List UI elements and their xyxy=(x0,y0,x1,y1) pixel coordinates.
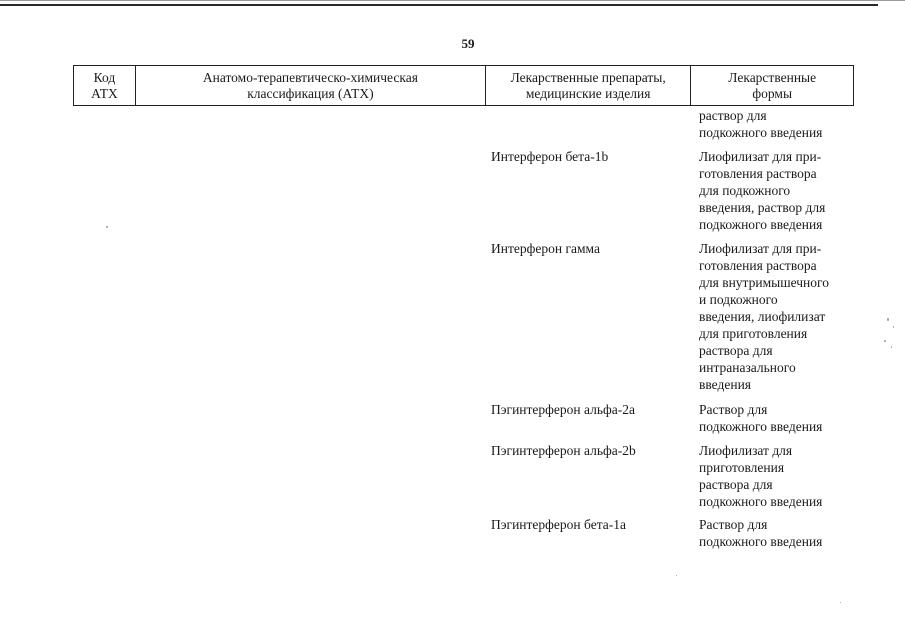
table-row-drug: Пэгинтерферон альфа-2b xyxy=(491,443,636,458)
table-header xyxy=(73,65,854,106)
table-row-drug: Интерферон бета-1b xyxy=(491,149,609,164)
header-dosage-forms: Лекарственные формы xyxy=(728,69,817,101)
table-row-forms: Раствор для подкожного введения xyxy=(699,402,823,434)
scan-speck xyxy=(106,226,108,228)
header-atx-classification: Анатомо-терапевтическо-химическая классификация (АТХ) xyxy=(136,66,486,105)
table-row-forms: Лиофилизат для при- готовления раствора для внутримышечного и подкожного введения, лиофилизат для приготовления раствора для интраназального введения xyxy=(699,241,829,392)
scan-speck xyxy=(893,326,894,328)
table-row-drug: Пэгинтерферон бета-1a xyxy=(491,517,626,532)
header-atx-code: Код АТХ xyxy=(74,66,136,105)
table-row-drug: Пэгинтерферон альфа-2a xyxy=(491,402,635,417)
scan-speck xyxy=(884,340,886,342)
scan-top-edge xyxy=(0,0,905,1)
table-row-forms: Лиофилизат для при- готовления раствора для подкожного введения, раствор для подкожного введения xyxy=(699,149,826,232)
scan-speck xyxy=(887,318,889,321)
scan-speck xyxy=(676,575,677,576)
table-row-forms: Лиофилизат для приготовления раствора для подкожного введения xyxy=(699,443,823,509)
page-top-rule xyxy=(0,4,878,6)
table-row-forms: раствор для подкожного введения xyxy=(699,108,823,140)
scan-speck xyxy=(840,602,841,603)
page-number: 59 xyxy=(461,36,475,51)
header-drugs: Лекарственные препараты, медицинские изделия xyxy=(486,66,691,105)
table-row-forms: Раствор для подкожного введения xyxy=(699,517,823,549)
table-row-drug: Интерферон гамма xyxy=(491,241,600,256)
scan-speck xyxy=(891,346,892,348)
